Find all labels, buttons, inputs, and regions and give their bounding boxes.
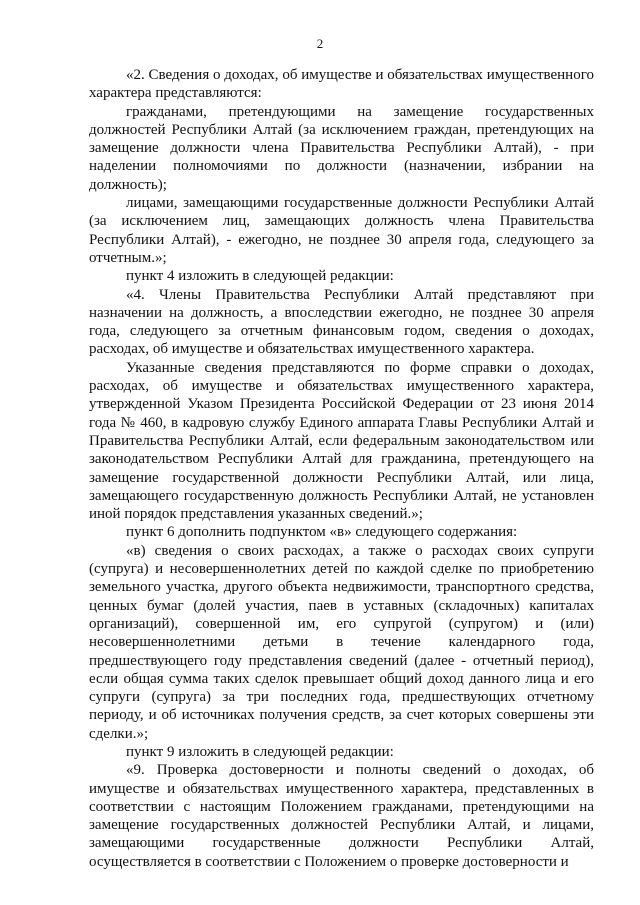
paragraph: Указанные сведения представляются по форме справки о доходах, расходах, об имуществе и обязательствах имущественного характера, утвержденной Указом Президента Российской Федерации от 23 июня 2014 года № 460, в кадровую службу Единого аппарата Главы Республики Алтай и Правительства Республики Алтай, если федеральным законодательством или законодательством Республики Алтай для гражданина, претендующего на замещение государственной должности Республики Алтай, или лица, замещающего государственную должность Республики Алтай, не установлен иной порядок представления указанных сведений.»; [89,359,594,523]
paragraph: «4. Члены Правительства Республики Алтай представляют при назначении на должность, а впоследствии ежегодно, не позднее 30 апреля года, следующего за отчетным финансовым годом, сведения о доходах, расходах, об имуществе и обязательствах имущественного характера. [89,286,594,358]
document-body [89,66,594,871]
paragraph: пункт 6 дополнить подпунктом «в» следующего содержания: [126,524,518,541]
paragraph: «9. Проверка достоверности и полноты сведений о доходах, об имуществе и обязательствах имущественного характера, представленных в соответствии с настоящим Положением гражданами, претендующими на замещение государственных должностей Республики Алтай, и лицами, замещающими государственные должности Республики Алтай, осуществляется в соответствии с Положением о проверке достоверности и [89,762,594,870]
page-number: 2 [316,36,324,51]
paragraph: гражданами, претендующими на замещение государственных должностей Республики Алтай (за исключением граждан, претендующих на замещение должности члена Правительства Республики Алтай), - при наделении полномочиями по должности (назначении, избрании на должность); [89,103,594,193]
paragraph: лицами, замещающими государственные должности Республики Алтай (за исключением лиц, замещающих должность члена Правительства Республики Алтай), - ежегодно, не позднее 30 апреля года, следующего за отчетным.»; [89,195,594,266]
paragraph: «2. Сведения о доходах, об имуществе и обязательствах имущественного характера представляются: [89,67,594,102]
paragraph: «в) сведения о своих расходах, а также о расходах своих супруги (супруга) и несовершеннолетних детей по каждой сделке по приобретению земельного участка, другого объекта недвижимости, транспортного средства, ценных бумаг (долей участия, паев в уставных (складочных) капиталах организаций), совершенной им, его супругой (супругом) и (или) несовершеннолетними детьми в течение календарного года, предшествующего году представления сведений (далее - отчетный период), если общая сумма таких сделок превышает общий доход данного лица и его супруги (супруга) за три последних года, предшествующих отчетному периоду, и об источниках получения средств, за счет которых совершены эти сделки.»; [89,542,594,742]
paragraph: пункт 9 изложить в следующей редакции: [126,743,394,760]
paragraph: пункт 4 изложить в следующей редакции: [126,268,394,285]
